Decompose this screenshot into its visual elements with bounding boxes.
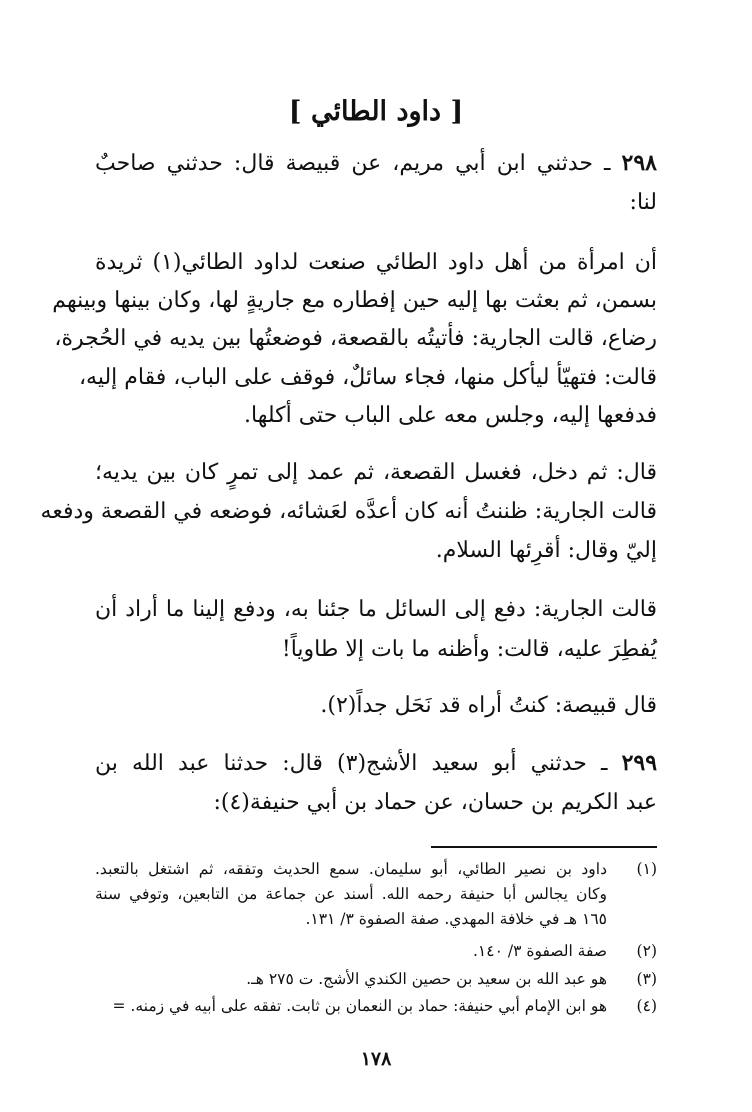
footnote-marker: (٣) (636, 970, 657, 988)
section-title: [ داود الطائي ] (288, 96, 464, 127)
footnote (95, 860, 657, 940)
hadith-number: ٢٩٨ (621, 150, 657, 176)
footnote-marker: (١) (636, 860, 657, 878)
text-line: ٢٩٩ ـ حدثني أبو سعيد الأشج(٣) قال: حدثنا عبد الله بن (95, 750, 658, 776)
text-line: قالت الجارية: ظننتُ أنه كان أعدَّه لعَشائه، فوضعه في القصعة ودفعه (40, 499, 657, 524)
hadith-number: ٢٩٩ (621, 750, 658, 776)
text-line: لنا: (629, 190, 657, 215)
footnote-line: صفة الصفوة ٣/ ١٤٠. (472, 942, 607, 960)
text-line: فدفعها إليه، وجلس معه على الباب حتى أكلها. (244, 403, 657, 428)
text-line: بسمن، ثم بعثت بها إليه حين إفطاره مع جاريةٍ لها، وكان بينها وبينهم (52, 288, 657, 313)
text-line: ٢٩٨ ـ حدثني ابن أبي مريم، عن قبيصة قال: حدثني صاحبٌ (95, 150, 657, 176)
footnote-line: هو عبد الله بن سعيد بن حصين الكندي الأشج. ت ٢٧٥ هـ. (246, 970, 607, 988)
page-number: ١٧٨ (360, 1048, 392, 1070)
footnote-line: وكان يجالس أبا حنيفة رحمه الله. أسند عن جماعة من التابعين، وتوفي سنة (95, 885, 607, 903)
footnote-line: ١٦٥ هـ في خلافة المهدي. صفة الصفوة ٣/ ١٣١. (305, 910, 607, 928)
footnote (95, 997, 657, 1023)
footnote-marker: (٤) (636, 997, 657, 1015)
text-line: قال قبيصة: كنتُ أراه قد نَحَل جداً(٢). (320, 693, 657, 718)
footnote-line: داود بن نصير الطائي، أبو سليمان. سمع الحديث وتفقه، ثم اشتغل بالتعبد. (95, 860, 607, 878)
text-line: قال: ثم دخل، فغسل القصعة، ثم عمد إلى تمرٍ كان بين يديه؛ (95, 460, 657, 485)
text-line: يُفطِرَ عليه، قالت: وأظنه ما بات إلا طاوياً! (281, 637, 657, 662)
footnote-marker: (٢) (636, 942, 657, 960)
text-line: إليّ وقال: أقرِئها السلام. (435, 538, 657, 563)
text-line: أن امرأة من أهل داود الطائي صنعت لداود الطائي(١) ثريدة (95, 250, 657, 275)
text-line: قالت: فتهيّأ ليأكل منها، فجاء سائلٌ، فوقف على الباب، فقام إليه، (78, 365, 657, 390)
text-line: رضاع، قالت الجارية: فأتيتُه بالقصعة، فوضعتُها بين يديه في الحُجرة، (54, 326, 657, 351)
footnote (95, 942, 657, 968)
footnote-divider (431, 846, 657, 848)
text-line: عبد الكريم بن حسان، عن حماد بن أبي حنيفة(٤): (213, 790, 657, 815)
footnote (95, 970, 657, 996)
text-line: قالت الجارية: دفع إلى السائل ما جئنا به، ودفع إلينا ما أراد أن (95, 597, 657, 622)
footnote-line: هو ابن الإمام أبي حنيفة: حماد بن النعمان بن ثابت. تفقه على أبيه في زمنه. = (112, 997, 607, 1015)
